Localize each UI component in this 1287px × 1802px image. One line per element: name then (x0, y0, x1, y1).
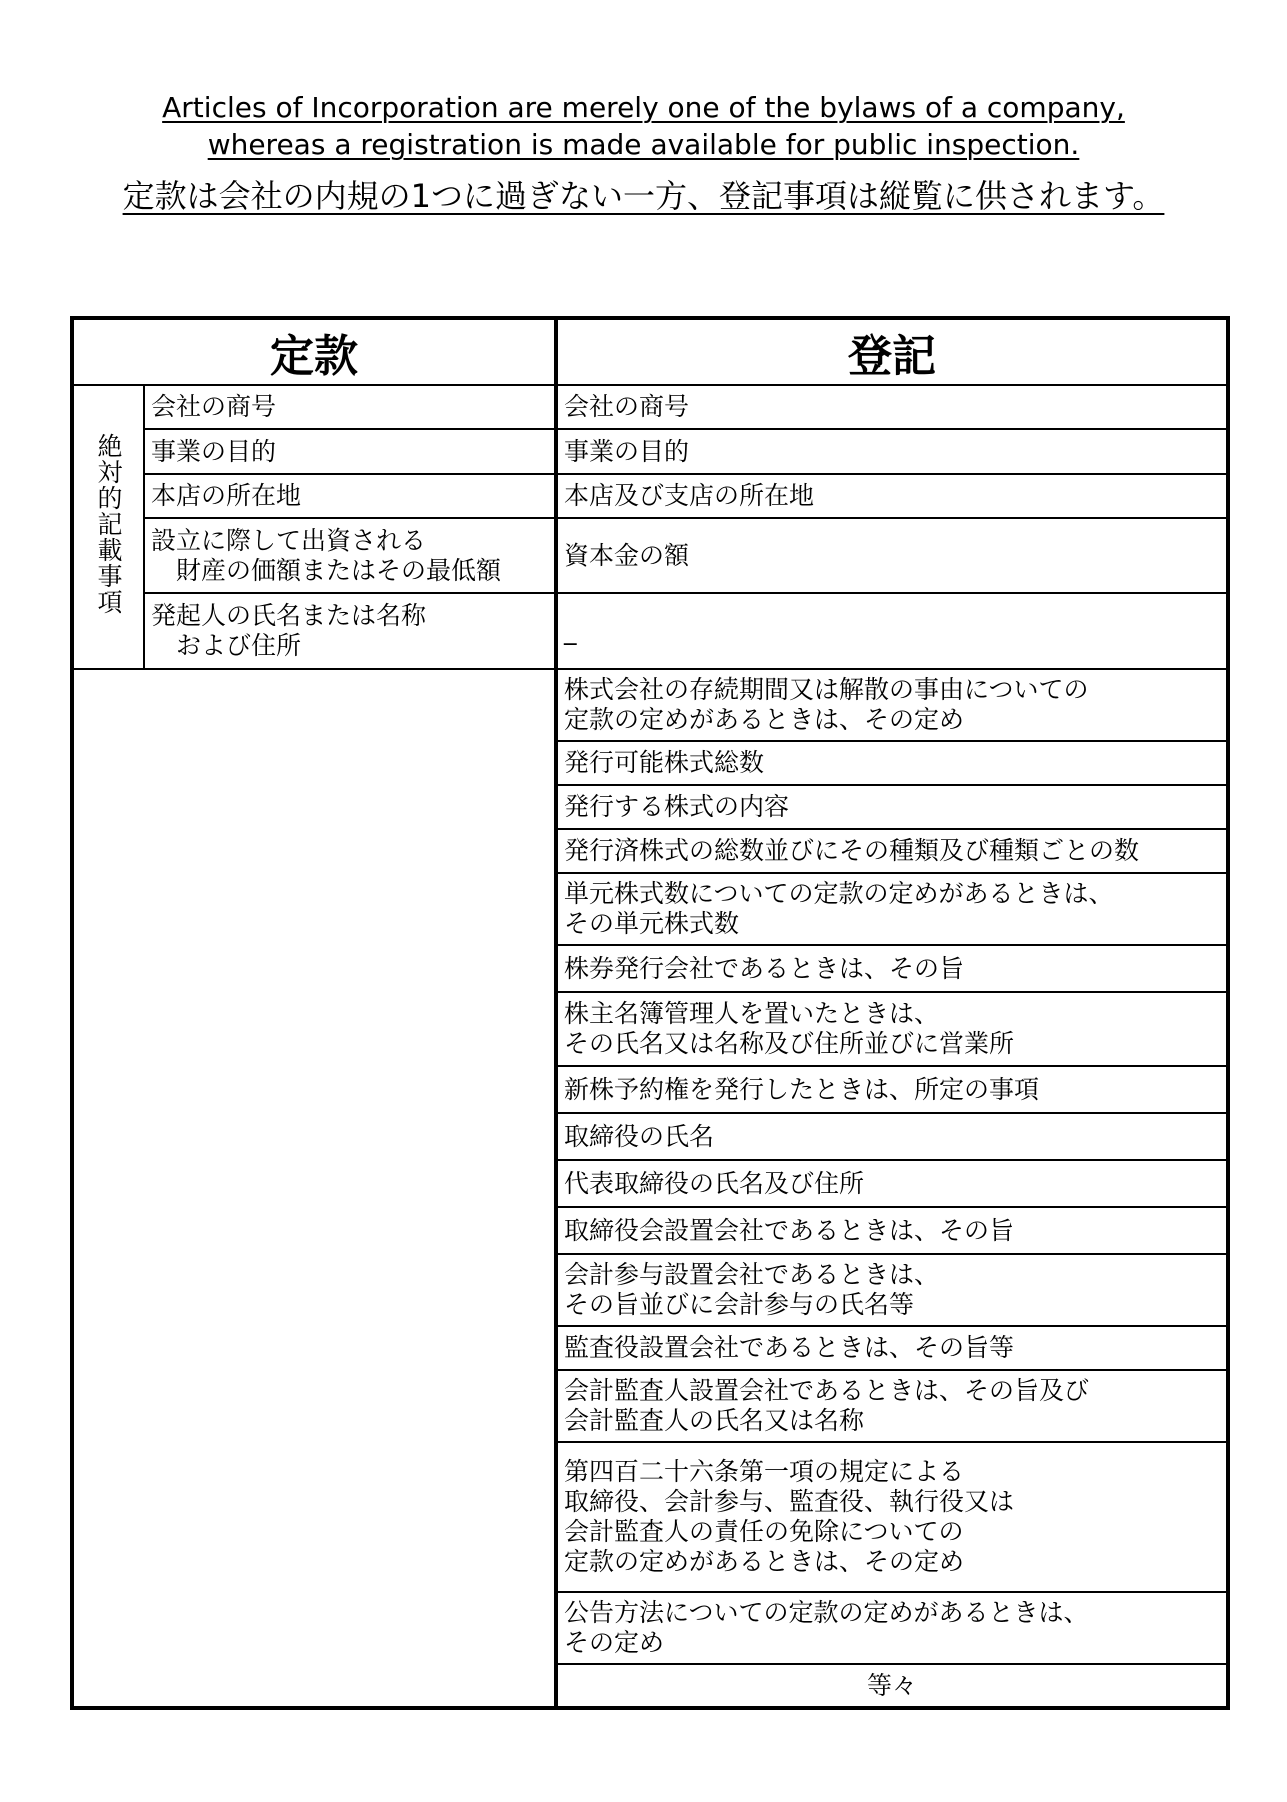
registration-cell: 資本金の額 (556, 518, 1228, 593)
group-label-cell (72, 385, 144, 669)
table-row (72, 429, 1228, 474)
registration-cell: 第四百二十六条第一項の規定による 取締役、会計参与、監査役、執行役又は 会計監査人の責任の免除についての 定款の定めがあるときは、その定め (556, 1442, 1228, 1592)
articles-cell: 会社の商号 (144, 385, 556, 429)
registration-cell: 新株予約権を発行したときは、所定の事項 (556, 1066, 1228, 1113)
heading-japanese-line: 定款は会社の内規の1つに過ぎない一方、登記事項は縦覧に供されます。 (122, 177, 1165, 215)
table-header-row (72, 318, 1228, 385)
registration-cell: 取締役会設置会社であるときは、その旨 (556, 1207, 1228, 1254)
registration-cell: 代表取締役の氏名及び住所 (556, 1160, 1228, 1207)
articles-cell: 発起人の氏名または名称 および住所 (144, 593, 556, 669)
heading-english-line-2: whereas a registration is made available for public inspection. (207, 128, 1080, 161)
registration-cell: 会計参与設置会社であるときは、 その旨並びに会計参与の氏名等 (556, 1254, 1228, 1326)
group-label: 絶対的記載事項 (94, 432, 123, 615)
registration-cell: 株券発行会社であるときは、その旨 (556, 945, 1228, 992)
registration-cell: 会社の商号 (556, 385, 1228, 429)
registration-cell: 発行可能株式総数 (556, 741, 1228, 785)
registration-cell: 株主名簿管理人を置いたときは、 その氏名又は名称及び住所並びに営業所 (556, 992, 1228, 1066)
registration-cell: 単元株式数についての定款の定めがあるときは、 その単元株式数 (556, 873, 1228, 945)
articles-cell: 本店の所在地 (144, 474, 556, 518)
registration-cell: 事業の目的 (556, 429, 1228, 474)
registration-cell: 本店及び支店の所在地 (556, 474, 1228, 518)
registration-footer-cell: 等々 (556, 1664, 1228, 1708)
registration-cell: 取締役の氏名 (556, 1113, 1228, 1160)
table-row (72, 385, 1228, 429)
registration-cell: _ (556, 593, 1228, 669)
articles-cell: 設立に際して出資される 財産の価額またはその最低額 (144, 518, 556, 593)
table-row (72, 518, 1228, 593)
registration-cell: 株式会社の存続期間又は解散の事由についての 定款の定めがあるときは、その定め (556, 669, 1228, 741)
registration-cell: 監査役設置会社であるときは、その旨等 (556, 1326, 1228, 1370)
heading-english-line-1: Articles of Incorporation are merely one of the bylaws of a company, (162, 91, 1125, 124)
header-registration: 登記 (556, 318, 1228, 385)
articles-cell: 事業の目的 (144, 429, 556, 474)
header-articles: 定款 (72, 318, 556, 385)
registration-cell: 会計監査人設置会社であるときは、その旨及び 会計監査人の氏名又は名称 (556, 1370, 1228, 1442)
registration-cell: 発行する株式の内容 (556, 785, 1228, 829)
comparison-table (70, 316, 1230, 1710)
table-row (72, 593, 1228, 669)
articles-empty-cell (72, 669, 556, 1708)
table-row (72, 474, 1228, 518)
table-row (72, 669, 1228, 741)
registration-cell: 発行済株式の総数並びにその種類及び種類ごとの数 (556, 829, 1228, 873)
registration-cell: 公告方法についての定款の定めがあるときは、 その定め (556, 1592, 1228, 1664)
